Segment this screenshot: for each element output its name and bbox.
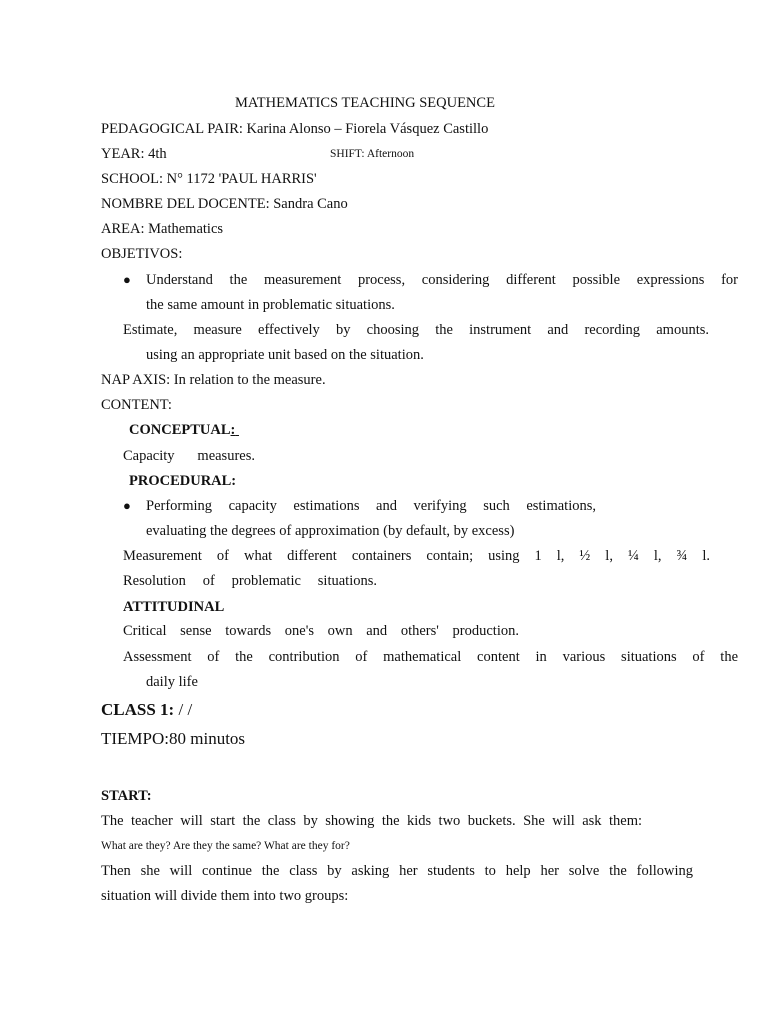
class-date: / /	[174, 700, 193, 719]
procedural-heading: PROCEDURAL:	[129, 473, 237, 489]
objectives-heading: OBJETIVOS:	[101, 246, 183, 262]
start-heading: START:	[101, 788, 152, 804]
attitudinal-1: Critical sense towards one's own and others' production.	[123, 623, 519, 639]
objective-2-line-2: using an appropriate unit based on the situation.	[146, 347, 424, 363]
start-line-1: The teacher will start the class by showing the kids two buckets. She will ask them:	[101, 813, 642, 829]
shift-field: SHIFT: Afternoon	[330, 148, 415, 160]
capacity-measures: Capacity measures.	[123, 448, 255, 464]
conceptual-colon: :	[230, 422, 236, 438]
attitudinal-2-line-1: Assessment of the contribution of mathematical content in various situations of the	[123, 649, 738, 665]
document-title: MATHEMATICS TEACHING SEQUENCE	[235, 95, 495, 111]
start-line-2: Then she will continue the class by asking her students to help her solve the following	[101, 863, 693, 879]
procedural-3: Resolution of problematic situations.	[123, 573, 377, 589]
content-heading: CONTENT:	[101, 397, 172, 413]
conceptual-heading	[129, 421, 239, 439]
class-label: CLASS 1:	[101, 700, 175, 719]
procedural-1-line-1: Performing capacity estimations and verifying such estimations,	[146, 498, 596, 514]
start-line-3: situation will divide them into two groups:	[101, 888, 349, 904]
nap-axis: NAP AXIS: In relation to the measure.	[101, 372, 326, 388]
teacher-field: NOMBRE DEL DOCENTE: Sandra Cano	[101, 196, 348, 212]
year-field: YEAR: 4th	[101, 146, 167, 162]
procedural-2: Measurement of what different containers contain; using 1 l, ½ l, ¼ l, ¾ l.	[123, 548, 710, 564]
bullet-icon: ●	[123, 498, 131, 513]
conceptual-label: CONCEPTUAL	[129, 422, 231, 438]
class-time: TIEMPO:80 minutos	[101, 729, 246, 748]
attitudinal-heading: ATTITUDINAL	[123, 599, 225, 615]
class-heading	[101, 699, 192, 721]
start-questions: What are they? Are they the same? What are they for?	[101, 840, 350, 852]
objective-1-line-1: Understand the measurement process, considering different possible expressions for	[146, 272, 738, 288]
attitudinal-2-line-2: daily life	[146, 674, 198, 690]
procedural-1-line-2: evaluating the degrees of approximation (by default, by excess)	[146, 523, 515, 539]
objective-1-line-2: the same amount in problematic situations.	[146, 297, 395, 313]
school-field: SCHOOL: N° 1172 'PAUL HARRIS'	[101, 171, 317, 187]
pedagogical-pair: PEDAGOGICAL PAIR: Karina Alonso – Fiorela Vásquez Castillo	[101, 121, 489, 137]
objective-2-line-1: Estimate, measure effectively by choosing the instrument and recording amounts.	[123, 322, 709, 338]
bullet-icon: ●	[123, 272, 131, 287]
area-field: AREA: Mathematics	[101, 221, 224, 237]
